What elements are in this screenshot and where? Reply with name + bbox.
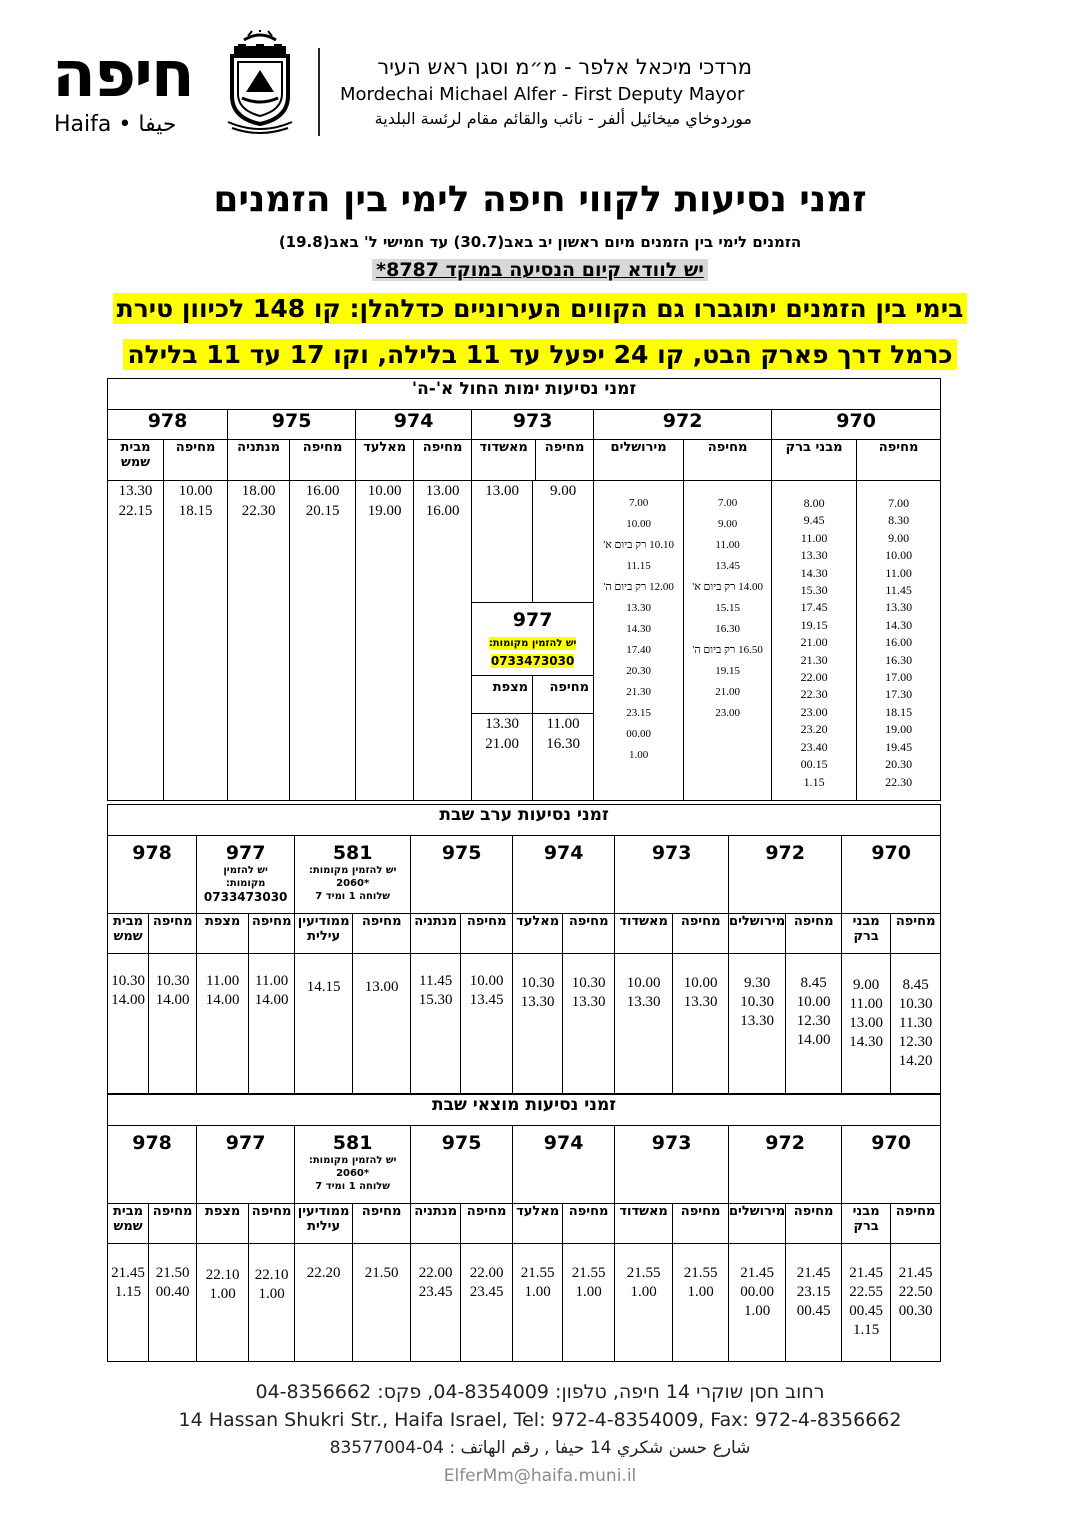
deputy-name-english: Mordechai Michael Alfer - First Deputy Mayor bbox=[340, 84, 745, 105]
header-divider bbox=[318, 48, 320, 136]
direction-cell: מחיפה bbox=[536, 440, 594, 481]
weekday-line-970: 970 bbox=[772, 410, 941, 440]
times-cell: 10.00 13.30 bbox=[615, 954, 673, 1094]
weekday-direction-row bbox=[108, 440, 941, 481]
friday-line-581 bbox=[295, 836, 411, 914]
weekday-line-975: 975 bbox=[228, 410, 356, 440]
line-number: 974 bbox=[543, 1132, 584, 1154]
direction-cell: מחיפה bbox=[461, 1204, 513, 1244]
direction-cell: מירושלים bbox=[729, 1204, 786, 1244]
direction-cell: מצפת bbox=[197, 914, 249, 954]
times-cell: 11.00 14.00 bbox=[197, 954, 249, 1094]
line-581-extension: שלוחה 1 ומיד 7 bbox=[315, 891, 390, 902]
weekday-line-row bbox=[108, 410, 941, 440]
times-cell: 8.45 10.30 11.30 12.30 14.20 bbox=[891, 954, 941, 1094]
friday-line-row bbox=[108, 836, 941, 914]
line-977-phone: 0733473030 bbox=[490, 653, 575, 668]
friday-line-978 bbox=[108, 836, 197, 914]
direction-cell: מחיפה bbox=[353, 914, 411, 954]
friday-line-974 bbox=[513, 836, 615, 914]
times-cell: 9.30 10.30 13.30 bbox=[729, 954, 786, 1094]
times-cell: 21.50 00.40 bbox=[149, 1244, 197, 1362]
page-title: זמני נסיעות לקווי חיפה לימי בין הזמנים bbox=[213, 179, 867, 220]
times-cell: 13.30 21.00 bbox=[472, 713, 533, 800]
line-number: 978 bbox=[132, 842, 172, 864]
cell-973-with-977 bbox=[472, 481, 594, 801]
line-number: 974 bbox=[543, 842, 584, 864]
friday-times-row bbox=[108, 954, 941, 1094]
friday-schedule-table bbox=[107, 804, 941, 1094]
line-number: 977 bbox=[225, 842, 266, 864]
direction-cell: מחיפה bbox=[249, 914, 295, 954]
direction-cell: מצפת bbox=[197, 1204, 249, 1244]
direction-cell: מירושלים bbox=[729, 914, 786, 954]
saturday-line-973 bbox=[615, 1126, 729, 1204]
friday-direction-row bbox=[108, 914, 941, 954]
direction-cell: ממודיעין עילית bbox=[295, 914, 353, 954]
times-cell: 10.30 13.30 bbox=[563, 954, 615, 1094]
weekday-title-row bbox=[108, 379, 941, 410]
direction-cell: מחיפה bbox=[414, 440, 472, 481]
weekday-line-973: 973 bbox=[472, 410, 594, 440]
saturday-title-row bbox=[108, 1095, 941, 1126]
weekday-line-972: 972 bbox=[594, 410, 772, 440]
direction-cell: מנתניה bbox=[411, 914, 461, 954]
line-977-booking-note-2: מקומות: bbox=[225, 878, 266, 889]
times-cell: 10.30 14.00 bbox=[108, 954, 149, 1094]
direction-cell: מחיפה bbox=[290, 440, 356, 481]
times-cell: 9.00 11.00 13.00 14.30 bbox=[842, 954, 891, 1094]
saturday-times-row bbox=[108, 1244, 941, 1362]
line-number: 972 bbox=[765, 842, 805, 864]
direction-cell: מנתניה bbox=[411, 1204, 461, 1244]
times-cell: 21.55 1.00 bbox=[673, 1244, 729, 1362]
line-number: 581 bbox=[332, 842, 373, 864]
direction-cell: מחיפה bbox=[891, 914, 941, 954]
direction-cell: מבני ברק bbox=[842, 1204, 891, 1244]
times-cell: 8.00 9.45 11.00 13.30 14.30 15.30 17.45 19.15 21.00 21.30 22.00 22.30 23.00 23.20 23.40 00.15 1.15 bbox=[772, 481, 857, 801]
line-number: 977 bbox=[225, 1132, 266, 1154]
direction-cell: מצפת bbox=[472, 675, 533, 713]
footer-email-link[interactable]: ElferMm@haifa.muni.il bbox=[443, 1466, 637, 1486]
direction-cell: מחיפה bbox=[563, 914, 615, 954]
confirm-note-text: יש לוודא קיום הנסיעה במוקד 8787* bbox=[372, 259, 708, 281]
line-number: 975 bbox=[441, 1132, 482, 1154]
direction-cell: מחיפה bbox=[533, 675, 594, 713]
notice-line-1 bbox=[0, 290, 1080, 328]
logo-dot: • bbox=[118, 112, 132, 137]
friday-line-970 bbox=[842, 836, 941, 914]
times-cell: 14.15 bbox=[295, 954, 353, 1094]
saturday-line-975 bbox=[411, 1126, 513, 1204]
direction-cell: מאלעד bbox=[513, 914, 563, 954]
line-977-phone: 0733473030 bbox=[203, 890, 288, 904]
direction-cell: מנתניה bbox=[228, 440, 290, 481]
line-977-number: 977 bbox=[512, 608, 553, 631]
saturday-line-581 bbox=[295, 1126, 411, 1204]
direction-cell: מבני ברק bbox=[772, 440, 857, 481]
line-number: 970 bbox=[871, 842, 911, 864]
nested-973-977 bbox=[472, 481, 593, 800]
haifa-emblem-icon bbox=[224, 30, 296, 134]
direction-cell: מחיפה bbox=[673, 1204, 729, 1244]
saturday-line-977 bbox=[197, 1126, 295, 1204]
times-cell: 21.50 bbox=[353, 1244, 411, 1362]
times-cell: 11.00 14.00 bbox=[249, 954, 295, 1094]
line-581-extension: שלוחה 1 ומיד 7 bbox=[315, 1181, 390, 1192]
line-number: 972 bbox=[765, 1132, 805, 1154]
footer-address-english: 14 Hassan Shukri Str., Haifa Israel, Tel: 972-4-8354009, Fax: 972-4-8356662 bbox=[178, 1409, 902, 1431]
times-cell: 13.00 bbox=[353, 954, 411, 1094]
direction-cell: מחיפה bbox=[164, 440, 228, 481]
direction-cell: מחיפה bbox=[891, 1204, 941, 1244]
direction-cell: מירושלים bbox=[594, 440, 684, 481]
weekday-title: זמני נסיעות ימות החול א'-ה' bbox=[108, 379, 941, 410]
times-cell: 21.45 22.55 00.45 1.15 bbox=[842, 1244, 891, 1362]
times-cell: 21.55 1.00 bbox=[563, 1244, 615, 1362]
times-cell: 13.00 bbox=[485, 483, 519, 499]
line-number: 581 bbox=[332, 1132, 373, 1154]
footer-address-arabic: شارع حسن شكري 14 حيفا , رقم الهاتف : 04-83577004 bbox=[329, 1438, 751, 1458]
times-cell: 22.20 bbox=[295, 1244, 353, 1362]
times-cell: 10.30 13.30 bbox=[513, 954, 563, 1094]
times-cell: 7.00 8.30 9.00 10.00 11.00 11.45 13.30 14.30 16.00 16.30 17.00 17.30 18.15 19.00 19.45 20.30 22.30 bbox=[857, 481, 941, 801]
line-581-code: *2060 bbox=[336, 878, 370, 889]
friday-line-975 bbox=[411, 836, 513, 914]
times-cell: 10.00 13.30 bbox=[673, 954, 729, 1094]
times-cell: 21.55 1.00 bbox=[513, 1244, 563, 1362]
line-581-booking-note: יש להזמין מקומות: bbox=[308, 865, 397, 876]
saturday-line-972 bbox=[729, 1126, 842, 1204]
direction-cell: מבני ברק bbox=[842, 914, 891, 954]
saturday-line-970 bbox=[842, 1126, 941, 1204]
logo-arabic: حيفا bbox=[138, 112, 177, 137]
notice-line-1-text: בימי בין הזמנים יתוגברו גם הקווים העירוניים כדלהלן: קו 148 לכיוון טירת bbox=[113, 293, 968, 324]
times-cell: 22.00 23.45 bbox=[411, 1244, 461, 1362]
direction-cell: מחיפה bbox=[149, 914, 197, 954]
line-977-booking-note: יש להזמין מקומות: bbox=[488, 637, 577, 649]
friday-title: זמני נסיעות ערב שבת bbox=[108, 805, 941, 836]
times-cell: 22.10 1.00 bbox=[197, 1244, 249, 1362]
times-cell: 9.00 bbox=[533, 481, 594, 602]
line-977-booking-note: יש להזמין bbox=[223, 865, 268, 876]
line-number: 973 bbox=[651, 842, 692, 864]
direction-cell: מבית שמש bbox=[108, 1204, 149, 1244]
times-cell: 21.55 1.00 bbox=[615, 1244, 673, 1362]
times-cell: 10.00 19.00 bbox=[356, 481, 414, 801]
times-cell: 8.45 10.00 12.30 14.00 bbox=[786, 954, 842, 1094]
logo-subtitle bbox=[54, 112, 176, 138]
saturday-line-row bbox=[108, 1126, 941, 1204]
direction-cell: מחיפה bbox=[786, 914, 842, 954]
times-cell: 11.45 15.30 bbox=[411, 954, 461, 1094]
line-number: 973 bbox=[651, 1132, 692, 1154]
times-cell: 11.00 16.30 bbox=[533, 713, 594, 800]
notice-line-2 bbox=[0, 336, 1080, 374]
direction-cell: מבית שמש bbox=[108, 914, 149, 954]
times-cell: 22.10 1.00 bbox=[249, 1244, 295, 1362]
line-581-code: *2060 bbox=[336, 1168, 370, 1179]
confirm-note bbox=[0, 258, 1080, 283]
deputy-name-hebrew: מרדכי מיכאל אלפר - מ״מ וסגן ראש העיר bbox=[377, 55, 752, 79]
direction-cell: מחיפה bbox=[353, 1204, 411, 1244]
saturday-title: זמני נסיעות מוצאי שבת bbox=[108, 1095, 941, 1126]
times-cell: 13.00 16.00 bbox=[414, 481, 472, 801]
footer-address-hebrew: רחוב חסן שוקרי 14 חיפה, טלפון: 04-8354009, פקס: 04-8356662 bbox=[255, 1381, 825, 1403]
line-977-header bbox=[472, 602, 593, 675]
weekday-times-row bbox=[108, 481, 941, 801]
times-cell: 21.45 1.15 bbox=[108, 1244, 149, 1362]
direction-cell: מחיפה bbox=[857, 440, 941, 481]
friday-line-973 bbox=[615, 836, 729, 914]
friday-line-972 bbox=[729, 836, 842, 914]
weekday-schedule-table bbox=[107, 378, 941, 801]
direction-cell: מאשדוד bbox=[615, 1204, 673, 1244]
friday-title-row bbox=[108, 805, 941, 836]
saturday-direction-row bbox=[108, 1204, 941, 1244]
line-581-booking-note: יש להזמין מקומות: bbox=[308, 1155, 397, 1166]
direction-cell: מאשדוד bbox=[615, 914, 673, 954]
direction-cell: מחיפה bbox=[149, 1204, 197, 1244]
friday-line-977 bbox=[197, 836, 295, 914]
direction-cell: מבית שמש bbox=[108, 440, 164, 481]
logo-english: Haifa bbox=[54, 112, 112, 137]
line-number: 970 bbox=[871, 1132, 911, 1154]
times-cell: 21.45 22.50 00.30 bbox=[891, 1244, 941, 1362]
direction-cell: מחיפה bbox=[786, 1204, 842, 1244]
times-cell: 10.30 14.00 bbox=[149, 954, 197, 1094]
saturday-line-978 bbox=[108, 1126, 197, 1204]
direction-cell: מחיפה bbox=[684, 440, 772, 481]
saturday-line-974 bbox=[513, 1126, 615, 1204]
times-cell: 7.00 9.00 11.00 13.45 14.00 רק ביום א' 15.15 16.30 16.50 רק ביום ה' 19.15 21.00 23.00 bbox=[684, 481, 772, 801]
line-number: 978 bbox=[132, 1132, 172, 1154]
weekday-line-978: 978 bbox=[108, 410, 228, 440]
direction-cell: מאלעד bbox=[513, 1204, 563, 1244]
date-range-subtitle: הזמנים לימי בין הזמנים מיום ראשון יב באב(30.7) עד חמישי ל' באב(19.8) bbox=[278, 233, 802, 251]
times-cell: 22.00 23.45 bbox=[461, 1244, 513, 1362]
direction-cell: מאשדוד bbox=[472, 440, 536, 481]
times-cell: 16.00 20.15 bbox=[290, 481, 356, 801]
times-cell: 21.45 00.00 1.00 bbox=[729, 1244, 786, 1362]
saturday-night-schedule-table bbox=[107, 1094, 941, 1362]
times-cell: 7.00 10.00 10.10 רק ביום א' 11.15 12.00 רק ביום ה' 13.30 14.30 17.40 20.30 21.30 23.15 00.00 1.00 bbox=[594, 481, 684, 801]
line-number: 975 bbox=[441, 842, 482, 864]
direction-cell: מחיפה bbox=[673, 914, 729, 954]
direction-cell: מחיפה bbox=[249, 1204, 295, 1244]
times-cell: 18.00 22.30 bbox=[228, 481, 290, 801]
times-cell: 21.45 23.15 00.45 bbox=[786, 1244, 842, 1362]
direction-cell: ממודיעין עילית bbox=[295, 1204, 353, 1244]
direction-cell: מחיפה bbox=[461, 914, 513, 954]
times-cell: 10.00 18.15 bbox=[164, 481, 228, 801]
notice-line-2-text: כרמל דרך פארק הבט, קו 24 יפעל עד 11 בלילה, וקו 17 עד 11 בלילה bbox=[123, 339, 956, 370]
weekday-line-974: 974 bbox=[356, 410, 472, 440]
deputy-name-arabic: موردوخاي ميخائيل ألفر - نائب والقائم مقام لرئسة البلدية bbox=[374, 109, 752, 128]
direction-cell: מחיפה bbox=[563, 1204, 615, 1244]
direction-cell: מאלעד bbox=[356, 440, 414, 481]
times-cell: 10.00 13.45 bbox=[461, 954, 513, 1094]
times-cell: 13.30 22.15 bbox=[108, 481, 164, 801]
logo-hebrew: חיפה bbox=[52, 38, 193, 112]
